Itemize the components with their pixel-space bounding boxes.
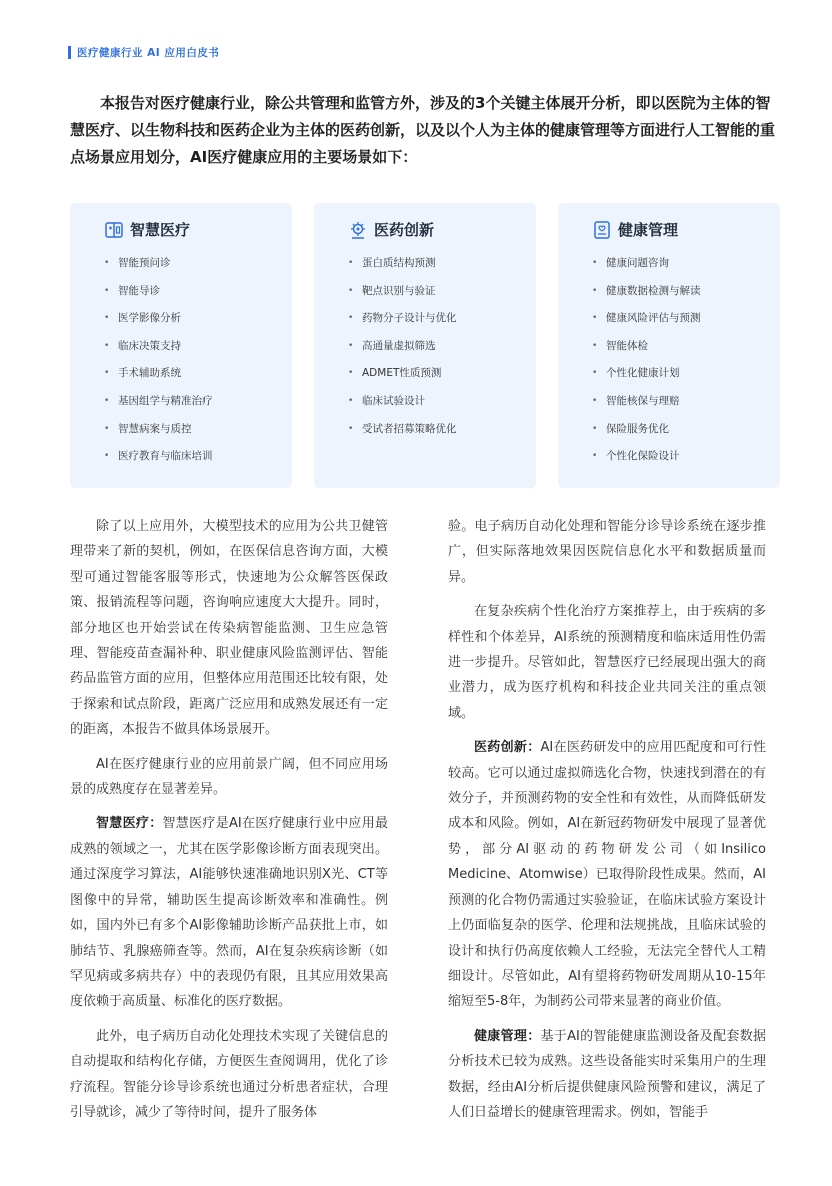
card-title: 智慧医疗 <box>130 221 191 239</box>
card-header <box>104 219 190 240</box>
paragraph-text: 智慧医疗是AI在医疗健康行业中应用最成熟的领域之一，尤其在医学影像诊断方面表现突出。通过深度学习算法，AI能够快速准确地识别X光、CT等图像中的异常，辅助医生提高诊断效率和准确性。例如，国内外已有多个AI影像辅助诊断产品获批上市，如肺结节、乳腺癌筛查等。然而，AI在复杂疾病诊断（如罕见病或多病共存）中的表现仍有限，且其应用效果高度依赖于高质量、标准化的医疗数据。 <box>70 816 388 1010</box>
list-item: • 个性化保险设计 <box>592 448 701 476</box>
header-accent-bar <box>68 46 71 59</box>
list-item: • 智能预问诊 <box>104 255 213 283</box>
list-item: • 健康数据检测与解读 <box>592 283 701 311</box>
card-title: 健康管理 <box>618 221 679 239</box>
paragraph-text: 基于AI的智能健康监测设备及配套数据分析技术已较为成熟。这些设备能实时采集用户的生理数据，经由AI分析后提供健康风险预警和建议，满足了人们日益增长的健康管理需求。例如，智能手 <box>448 1028 766 1120</box>
card-list <box>592 255 701 476</box>
card-smart-medical <box>70 203 292 488</box>
card-header <box>592 219 678 240</box>
body-paragraph: 在复杂疾病个性化治疗方案推荐上，由于疾病的多样性和个体差异，AI系统的预测精度和临床适用性仍需进一步提升。尽管如此，智慧医疗已经展现出强大的商业潜力，成为医疗机构和科技企业共同关注的重点领域。 <box>448 604 766 721</box>
list-item: • 手术辅助系统 <box>104 365 213 393</box>
list-item: • 个性化健康计划 <box>592 365 701 393</box>
molecule-icon <box>348 220 368 240</box>
list-item: • 基因组学与精准治疗 <box>104 393 213 421</box>
card-list <box>348 255 457 448</box>
list-item: • 受试者招募策略优化 <box>348 421 457 449</box>
body-paragraph: AI在医疗健康行业的应用前景广阔，但不同应用场景的成熟度存在显著差异。 <box>70 756 388 798</box>
header-title: 医疗健康行业 AI 应用白皮书 <box>77 47 220 59</box>
list-item: • 靶点识别与验证 <box>348 283 457 311</box>
right-column <box>448 514 766 1134</box>
card-title: 医药创新 <box>374 221 435 239</box>
paragraph-lead: 健康管理： <box>474 1028 541 1044</box>
card-header <box>348 219 434 240</box>
list-item: • 智能核保与理赔 <box>592 393 701 421</box>
list-item: • 药物分子设计与优化 <box>348 310 457 338</box>
card-drug-innovation <box>314 203 536 488</box>
scenario-cards <box>70 203 780 488</box>
list-item: • 智慧病案与质控 <box>104 421 213 449</box>
body-paragraph: 此外，电子病历自动化处理技术实现了关键信息的自动提取和结构化存储，方便医生查阅调用，优化了诊疗流程。智能分诊导诊系统也通过分析患者症状，合理引导就诊，减少了等待时间，提升了服务体 <box>70 1028 388 1120</box>
list-item: • 智能导诊 <box>104 283 213 311</box>
paragraph-lead: 医药创新： <box>474 740 541 756</box>
health-report-icon <box>592 220 612 240</box>
left-column <box>70 514 388 1134</box>
list-item: • 高通量虚拟筛选 <box>348 338 457 366</box>
list-item: • 医学影像分析 <box>104 310 213 338</box>
list-item: • 蛋白质结构预测 <box>348 255 457 283</box>
list-item: • 健康问题咨询 <box>592 255 701 283</box>
list-item: • 保险服务优化 <box>592 421 701 449</box>
paragraph-text: AI在医药研发中的应用匹配度和可行性较高。它可以通过虚拟筛选化合物，快速找到潜在的有效分子，并预测药物的安全性和有效性，从而降低研发成本和风险。例如，AI在新冠药物研发中展现了显著优势，部分AI驱动的药物研发公司（如Insilico Medicine、Atomwise）已取得阶段性成果。然而，AI预测的化合物仍需通过实验验证，在临床试验方案设计上仍面临复杂的医学、伦理和法规挑战，且临床试验的设计和执行仍高度依赖人工经验，无法完全替代人工精细设计。尽管如此，AI有望将药物研发周期从10-15年缩短至5-8年，为制药公司带来显著的商业价值。 <box>448 740 766 1010</box>
body-paragraph <box>70 811 388 1014</box>
list-item: • 临床试验设计 <box>348 393 457 421</box>
list-item: • 医疗教育与临床培训 <box>104 448 213 476</box>
list-item: • 智能体检 <box>592 338 701 366</box>
running-header <box>68 45 219 60</box>
list-item: • 临床决策支持 <box>104 338 213 366</box>
card-health-management <box>558 203 780 488</box>
list-item: • ADMET性质预测 <box>348 365 457 393</box>
intro-paragraph: 本报告对医疗健康行业，除公共管理和监管方外，涉及的3个关键主体展开分析，即以医院为主体的智慧医疗、以生物科技和医药企业为主体的医药创新，以及以个人为主体的健康管理等方面进行人工智能的重点场景应用划分，AI医疗健康应用的主要场景如下： <box>70 94 776 166</box>
list-item: • 健康风险评估与预测 <box>592 310 701 338</box>
body-paragraph: 验。电子病历自动化处理和智能分诊导诊系统在逐步推广，但实际落地效果因医院信息化水平和数据质量而异。 <box>448 519 766 585</box>
body-paragraph <box>448 1024 766 1126</box>
hospital-icon <box>104 220 124 240</box>
body-paragraph: 除了以上应用外，大模型技术的应用为公共卫健管理带来了新的契机，例如，在医保信息咨询方面，大模型可通过智能客服等形式，快速地为公众解答医保政策、报销流程等问题，咨询响应速度大大提升。同时，部分地区也开始尝试在传染病智能监测、卫生应急管理、智能疫苗查漏补种、职业健康风险监测评估、智能药品监管方面的应用，但整体应用范围还比较有限，处于探索和试点阶段，距离广泛应用和成熟发展还有一定的距离，本报告不做具体场景展开。 <box>70 519 388 738</box>
paragraph-lead: 智慧医疗： <box>96 816 163 832</box>
card-list <box>104 255 213 476</box>
body-paragraph <box>448 735 766 1014</box>
